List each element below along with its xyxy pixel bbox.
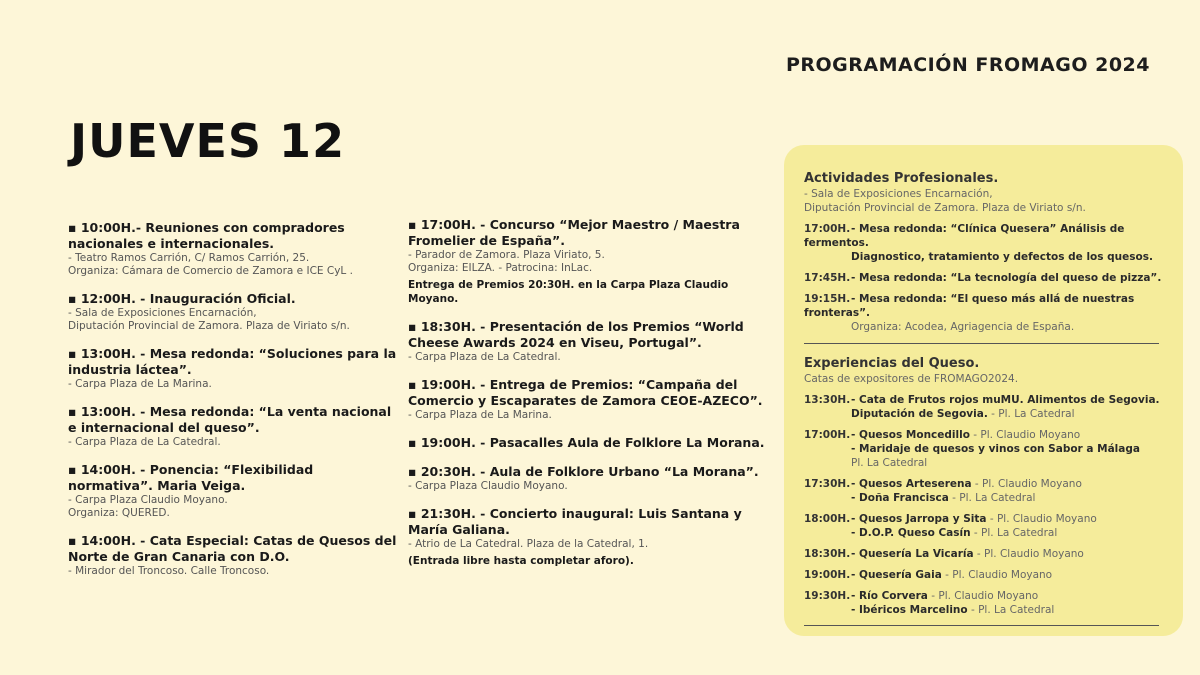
tasting-time: 19:00H. (804, 569, 851, 581)
event-detail: - Carpa Plaza Claudio Moyano. (408, 480, 568, 492)
cheese-experiences-title: Experiencias del Queso. (804, 356, 980, 371)
activity-line (804, 271, 1164, 285)
event-detail: - Teatro Ramos Carrión, C/ Ramos Carrión, 25. (68, 252, 310, 264)
activity-time: 17:45H. (804, 272, 851, 284)
event-item (408, 464, 778, 493)
tasting-location: - Pl. Claudio Moyano (973, 548, 1084, 560)
event-detail: - Carpa Plaza Claudio Moyano. (68, 494, 228, 506)
activity-name: - Mesa redonda: “Clínica Quesera” Análisis de fermentos. (804, 223, 1125, 249)
event-title: ▪ 17:00H. - Concurso “Mejor Maestro / Maestra Fromelier de España”. (408, 217, 740, 248)
tasting-time: 18:00H. (804, 513, 851, 525)
event-title: ▪ 20:30H. - Aula de Folklore Urbano “La Morana”. (408, 464, 759, 479)
event-detail: Diputación Provincial de Zamora. Plaza de Viriato s/n. (68, 320, 350, 332)
tasting-name: - Maridaje de quesos y vinos con Sabor a Málaga (851, 443, 1140, 455)
event-item (408, 506, 778, 568)
event-title: ▪ 13:00H. - Mesa redonda: “Soluciones para la industria láctea”. (68, 346, 397, 377)
event-title: ▪ 14:00H. - Cata Especial: Catas de Quesos del Norte de Gran Canaria con D.O. (68, 533, 397, 564)
activity-organizer: Organiza: Acodea, Agriagencia de España. (851, 321, 1075, 333)
event-detail: - Carpa Plaza de La Catedral. (68, 436, 221, 448)
event-item (68, 533, 398, 578)
tasting-row (804, 589, 1164, 617)
event-item (68, 220, 398, 278)
tasting-location: - Pl. Claudio Moyano (927, 590, 1039, 602)
event-detail: - Carpa Plaza de La Marina. (408, 409, 552, 421)
event-detail: - Atrio de La Catedral. Plaza de la Catedral, 1. (408, 538, 649, 550)
event-note: Entrega de Premios 20:30H. en la Carpa Plaza Claudio Moyano. (408, 279, 729, 305)
tasting-line (804, 568, 1164, 582)
program-title: PROGRAMACIÓN FROMAGO 2024 (785, 54, 1150, 76)
day-title: JUEVES 12 (70, 114, 346, 168)
tasting-location: - Pl. Claudio Moyano (971, 478, 1082, 490)
activity-time: 17:00H. (804, 223, 851, 235)
event-detail: - Carpa Plaza de La Marina. (68, 378, 212, 390)
professional-activities-list (804, 222, 1164, 334)
tasting-location: - Pl. La Catedral (948, 492, 1036, 504)
event-detail: - Sala de Exposiciones Encarnación, (68, 307, 257, 319)
event-item (68, 462, 398, 520)
event-item (68, 291, 398, 333)
event-detail: Organiza: QUERED. (68, 507, 170, 519)
tasting-row (804, 393, 1164, 421)
event-detail: - Carpa Plaza de La Catedral. (408, 351, 561, 363)
tasting-line (804, 442, 1164, 456)
tasting-name: Diputación de Segovia. (851, 408, 988, 420)
tasting-row (804, 477, 1164, 505)
activity-row (804, 271, 1164, 285)
activity-name: - Mesa redonda: “La tecnología del queso de pizza”. (851, 272, 1162, 284)
tasting-name: - Quesería Gaia (851, 569, 942, 581)
tasting-location: Pl. La Catedral (851, 457, 928, 469)
activity-line (804, 222, 1164, 250)
activity-line (804, 292, 1164, 320)
event-title: ▪ 10:00H.- Reuniones con compradores nacionales e internacionales. (68, 220, 345, 251)
tasting-line (804, 547, 1164, 561)
event-detail: - Mirador del Troncoso. Calle Troncoso. (68, 565, 270, 577)
tasting-name: - Cata de Frutos rojos muMU. Alimentos de Segovia. (851, 394, 1160, 406)
event-item (68, 346, 398, 391)
tasting-location: - Pl. Claudio Moyano (969, 429, 1081, 441)
tasting-row (804, 428, 1164, 470)
tasting-line (804, 393, 1164, 407)
tasting-row (804, 568, 1164, 582)
activity-desc: Diagnostico, tratamiento y defectos de los quesos. (851, 251, 1153, 263)
event-detail: Organiza: Cámara de Comercio de Zamora e ICE CyL . (68, 265, 353, 277)
tasting-name: - Quesos Moncedillo (851, 429, 970, 441)
schedule-column-1 (68, 220, 398, 591)
event-title: ▪ 21:30H. - Concierto inaugural: Luis Santana y María Galiana. (408, 506, 742, 537)
activity-time: 19:15H. (804, 293, 851, 305)
event-item (408, 217, 778, 306)
divider (804, 343, 1159, 344)
tasting-line (804, 512, 1164, 526)
tasting-location: - Pl. La Catedral (967, 604, 1055, 616)
tasting-time: 18:30H. (804, 548, 851, 560)
professional-activities-address: Diputación Provincial de Zamora. Plaza de Viriato s/n. (804, 202, 1086, 214)
schedule-column-2 (408, 217, 778, 581)
event-item (408, 319, 778, 364)
event-title: ▪ 12:00H. - Inauguración Oficial. (68, 291, 296, 306)
event-item (408, 377, 778, 422)
event-title: ▪ 19:00H. - Pasacalles Aula de Folklore La Morana. (408, 435, 765, 450)
tasting-name: - Quesos Jarropa y Sita (851, 513, 987, 525)
cheese-experiences-list (804, 393, 1164, 617)
tasting-location: - Pl. Claudio Moyano (941, 569, 1053, 581)
tasting-location: - Pl. La Catedral (987, 408, 1075, 420)
event-title: ▪ 19:00H. - Entrega de Premios: “Campaña del Comercio y Escaparates de Zamora CEOE-AZECO”. (408, 377, 763, 408)
tasting-time: 13:30H. (804, 394, 851, 406)
tasting-time: 17:30H. (804, 478, 851, 490)
activity-row (804, 222, 1164, 264)
event-note: (Entrada libre hasta completar aforo). (408, 555, 634, 567)
event-item (408, 435, 778, 451)
tasting-time: 17:00H. (804, 429, 851, 441)
event-title: ▪ 14:00H. - Ponencia: “Flexibilidad normativa”. Maria Veiga. (68, 462, 314, 493)
tasting-name: - D.O.P. Queso Casín (851, 527, 971, 539)
tasting-line (804, 428, 1164, 442)
event-detail: - Parador de Zamora. Plaza Viriato, 5. (408, 249, 605, 261)
cheese-experiences-subtitle: Catas de expositores de FROMAGO2024. (804, 373, 1019, 385)
side-panel (784, 145, 1183, 636)
event-item (68, 404, 398, 449)
event-title: ▪ 13:00H. - Mesa redonda: “La venta nacional e internacional del queso”. (68, 404, 392, 435)
tasting-row (804, 512, 1164, 540)
activity-name: - Mesa redonda: “El queso más allá de nuestras fronteras”. (804, 293, 1135, 319)
tasting-line (804, 526, 1164, 540)
activity-row (804, 292, 1164, 334)
tasting-line (804, 407, 1164, 421)
tasting-name: - Ibéricos Marcelino (851, 604, 968, 616)
professional-activities-title: Actividades Profesionales. (804, 171, 999, 186)
tasting-location: - Pl. La Catedral (970, 527, 1058, 539)
tasting-location: - Pl. Claudio Moyano (986, 513, 1097, 525)
event-title: ▪ 18:30H. - Presentación de los Premios “World Cheese Awards 2024 en Viseu, Portugal”. (408, 319, 744, 350)
tasting-line (804, 589, 1164, 603)
professional-activities-venue: - Sala de Exposiciones Encarnación, (804, 188, 993, 200)
divider (804, 625, 1159, 626)
tasting-name: - Río Corvera (851, 590, 928, 602)
tasting-time: 19:30H. (804, 590, 851, 602)
tasting-line (804, 477, 1164, 491)
tasting-line (804, 603, 1164, 617)
tasting-row (804, 547, 1164, 561)
tasting-name: - Quesos Arteserena (851, 478, 972, 490)
event-detail: Organiza: EILZA. - Patrocina: InLac. (408, 262, 593, 274)
tasting-name: - Quesería La Vicaría (851, 548, 974, 560)
tasting-name: - Doña Francisca (851, 492, 949, 504)
tasting-line (804, 491, 1164, 505)
